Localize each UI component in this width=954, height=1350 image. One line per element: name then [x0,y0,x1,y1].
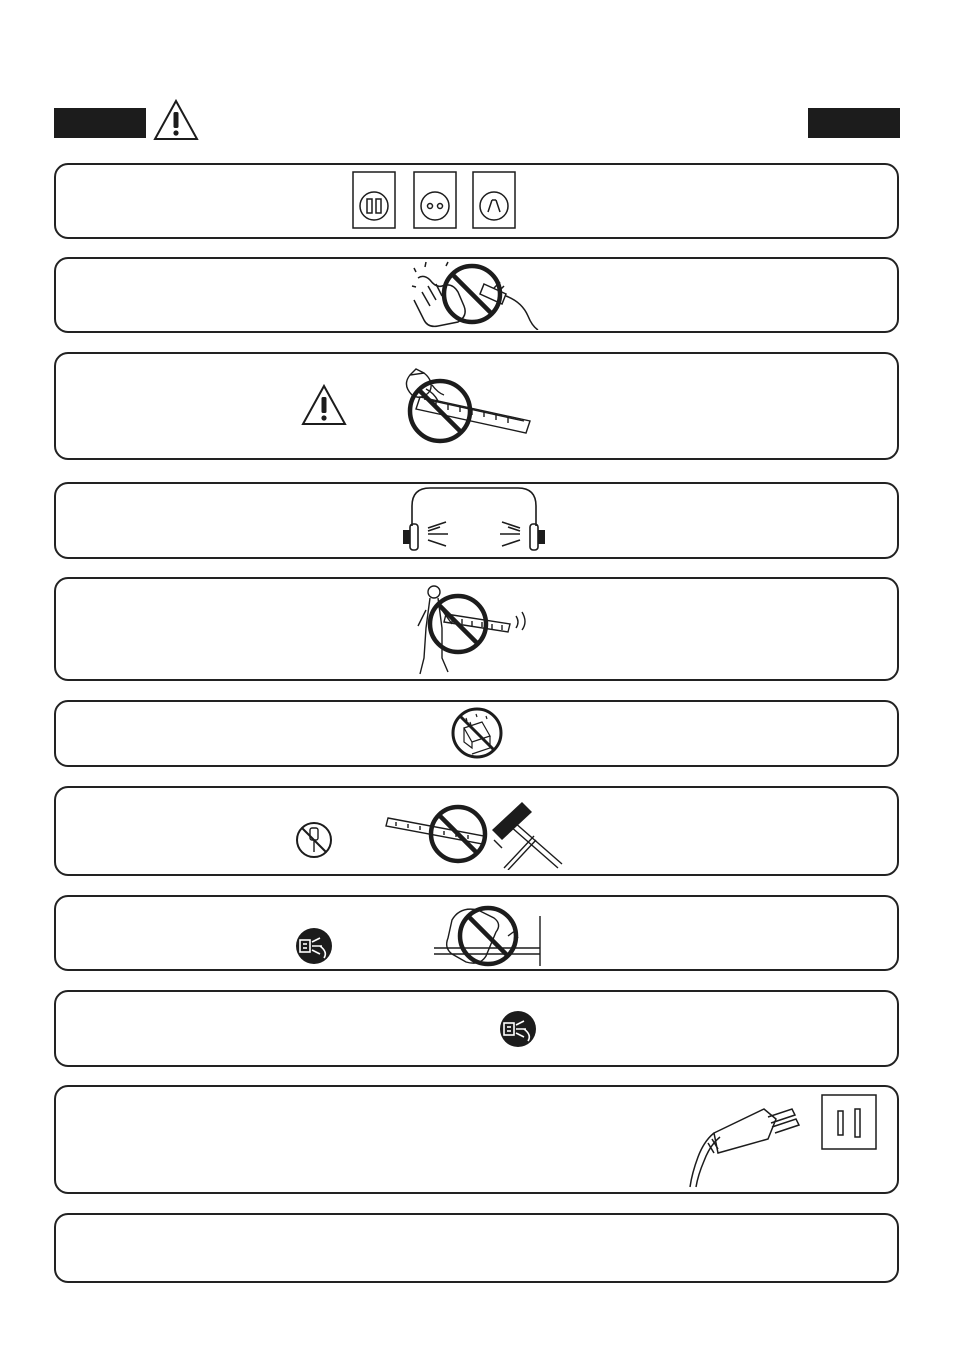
section-unplug-when-unused [54,990,899,1067]
polarized-plug-outlet-icon [684,1089,880,1189]
no-moisture-icon [450,706,504,760]
headphones-icon [400,486,548,554]
unplug-symbol-icon [498,1009,538,1049]
header-right-tab [808,108,900,138]
no-vase-on-piano-icon [396,365,536,447]
no-disassemble-icon [384,800,564,870]
no-disassembly-symbol-icon [294,820,334,860]
no-carry-vertical-icon [412,580,540,678]
unplug-symbol-icon [294,926,334,966]
no-pull-cord-icon [430,900,548,968]
section-general-notice [54,1213,899,1283]
header-left-tab [54,108,146,138]
no-wet-hands-plug-icon [408,258,553,330]
caution-triangle-icon [300,383,348,427]
caution-triangle-icon [152,98,200,142]
outlet-types-icon [352,171,518,229]
